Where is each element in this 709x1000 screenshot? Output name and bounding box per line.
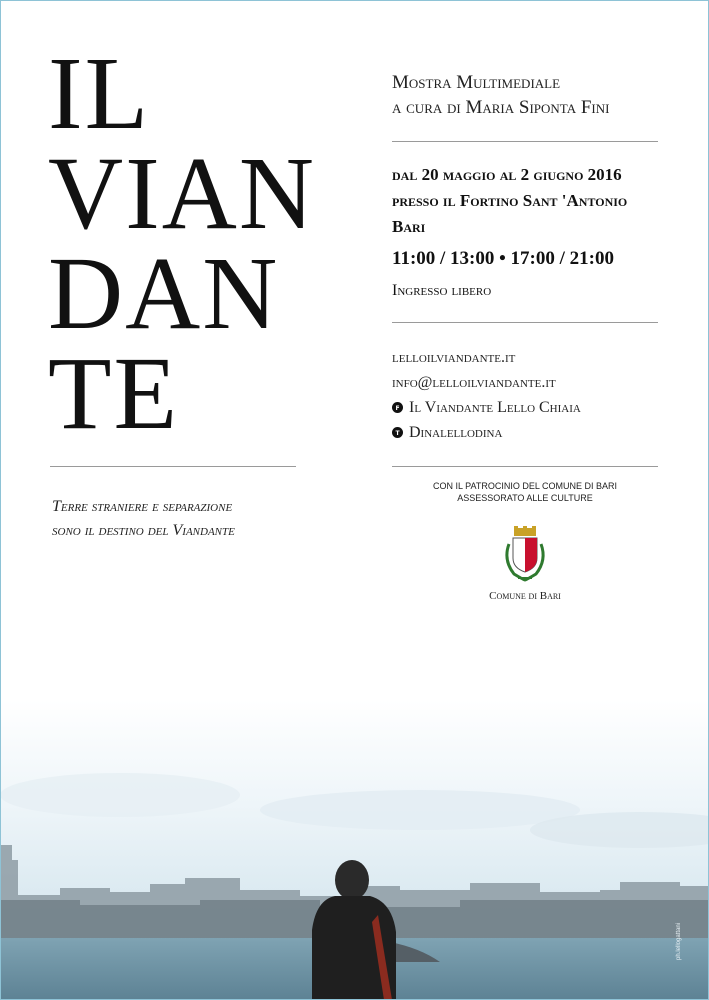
twitter-text[interactable]: Dinalellodina	[409, 424, 503, 441]
facebook-icon: f	[392, 402, 403, 413]
divider-1	[392, 141, 658, 142]
title-line-3: DAN	[48, 236, 280, 351]
divider-3	[392, 466, 658, 467]
patronage-line-1: CON IL PATROCINIO DEL COMUNE DI BARI	[432, 481, 618, 491]
waterfront-photo	[0, 700, 709, 1000]
facebook-link[interactable]	[392, 395, 581, 420]
event-entry: Ingresso libero	[392, 282, 492, 299]
event-venue-line-1: presso il Fortino Sant 'Antonio	[392, 191, 628, 210]
patronage-line-2: ASSESSORATO ALLE CULTURE	[457, 493, 593, 503]
title-line-4: TE	[48, 336, 180, 451]
email-link[interactable]	[392, 370, 581, 395]
event-dates: dal 20 maggio al 2 giugno 2016	[392, 165, 622, 184]
website-link[interactable]	[392, 345, 581, 370]
exhibition-subtitle	[392, 70, 609, 120]
twitter-link[interactable]	[392, 420, 581, 445]
photo-credit: ph.lellogattani	[676, 922, 682, 960]
divider-2	[392, 322, 658, 323]
patronage	[392, 480, 658, 504]
subtitle-line-2: a cura di Maria Siponta Fini	[392, 97, 610, 118]
twitter-icon: t	[392, 427, 403, 438]
title-line-1: IL	[48, 36, 151, 151]
facebook-text[interactable]: Il Viandante Lello Chiaia	[409, 399, 581, 416]
comune-label: Comune di Bari	[489, 590, 561, 602]
website-text[interactable]: lelloilviandante.it	[392, 349, 516, 366]
contacts	[392, 345, 581, 445]
title-line-2: VIAN	[48, 136, 316, 251]
email-text[interactable]: info@lelloilviandante.it	[392, 374, 556, 391]
event-venue-line-2: Bari	[392, 217, 426, 236]
title-divider	[50, 466, 296, 467]
subtitle-line-1: Mostra Multimediale	[392, 72, 561, 93]
event-hours: 11:00 / 13:00 • 17:00 / 21:00	[392, 248, 614, 269]
tagline	[52, 495, 322, 543]
tagline-line-1: Terre straniere e separazione	[52, 498, 233, 515]
tagline-line-2: sono il destino del Viandante	[52, 522, 235, 539]
bari-crest-icon	[500, 526, 550, 584]
event-details	[392, 162, 627, 304]
